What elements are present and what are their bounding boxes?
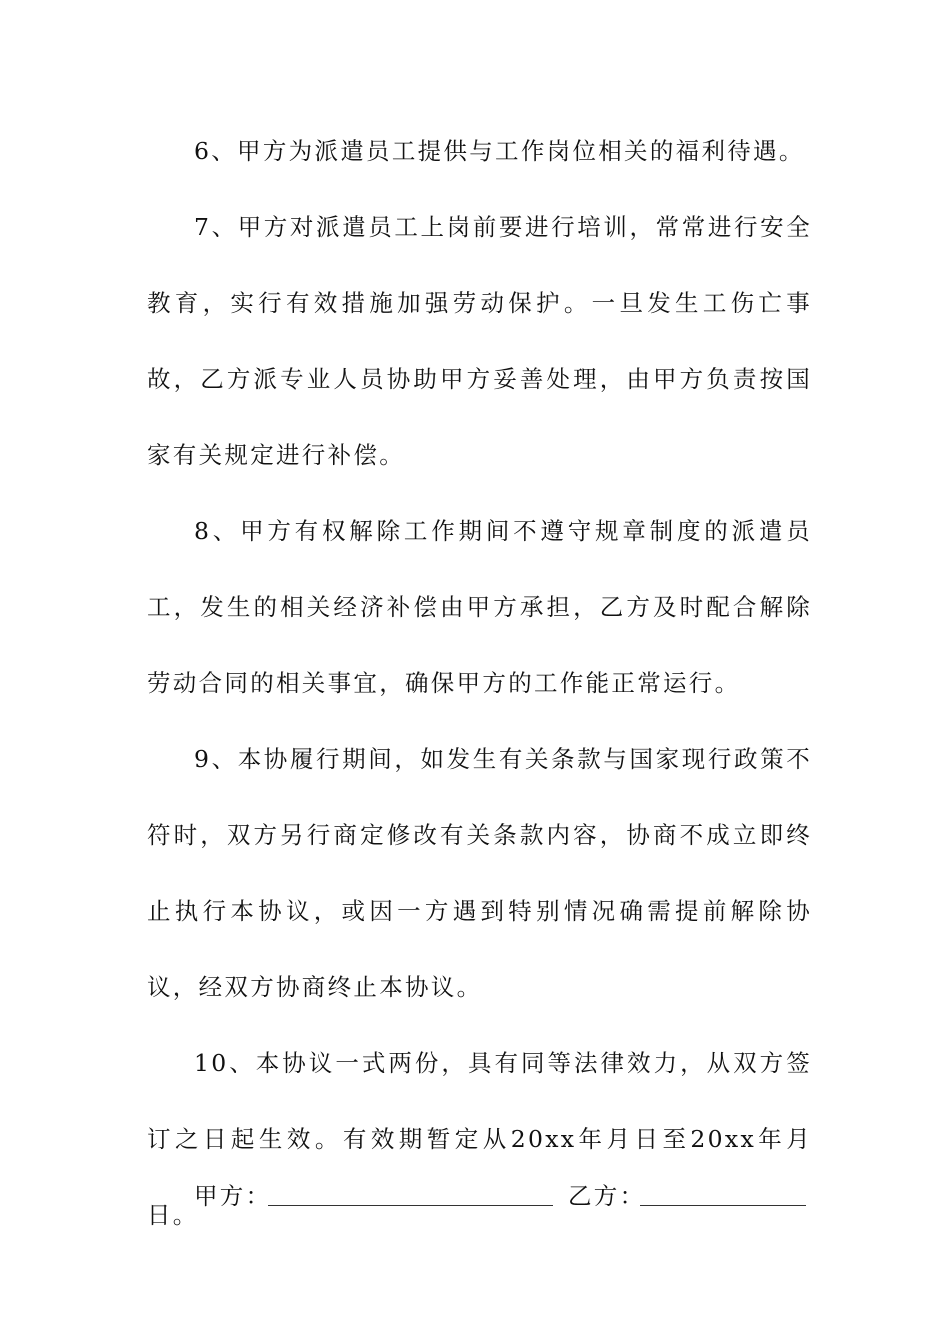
clause-8: 8、甲方有权解除工作期间不遵守规章制度的派遣员工，发生的相关经济补偿由甲方承担，乙方及时配合解除劳动合同的相关事宜，确保甲方的工作能正常运行。 [147, 517, 812, 697]
clause-10: 10、本协议一式两份，具有同等法律效力，从双方签订之日起生效。有效期暂定从20xx年月日至20xx年月日。 [147, 1049, 812, 1229]
party-a-signature-line [268, 1205, 553, 1206]
clause-7: 7、甲方对派遣员工上岗前要进行培训，常常进行安全教育，实行有效措施加强劳动保护。一旦发生工伤亡事故，乙方派专业人员协助甲方妥善处理，由甲方负责按国家有关规定进行补偿。 [147, 213, 812, 469]
party-b-signature-line [640, 1205, 806, 1206]
signature-row [194, 1176, 814, 1216]
party-a-label: 甲方： [194, 1182, 272, 1210]
party-b-label: 乙方： [568, 1182, 646, 1210]
clause-9: 9、本协履行期间，如发生有关条款与国家现行政策不符时，双方另行商定修改有关条款内容，协商不成立即终止执行本协议，或因一方遇到特别情况确需提前解除协议，经双方协商终止本协议。 [147, 745, 812, 1001]
clause-list [147, 113, 812, 1253]
clause-6: 6、甲方为派遣员工提供与工作岗位相关的福利待遇。 [194, 137, 805, 165]
